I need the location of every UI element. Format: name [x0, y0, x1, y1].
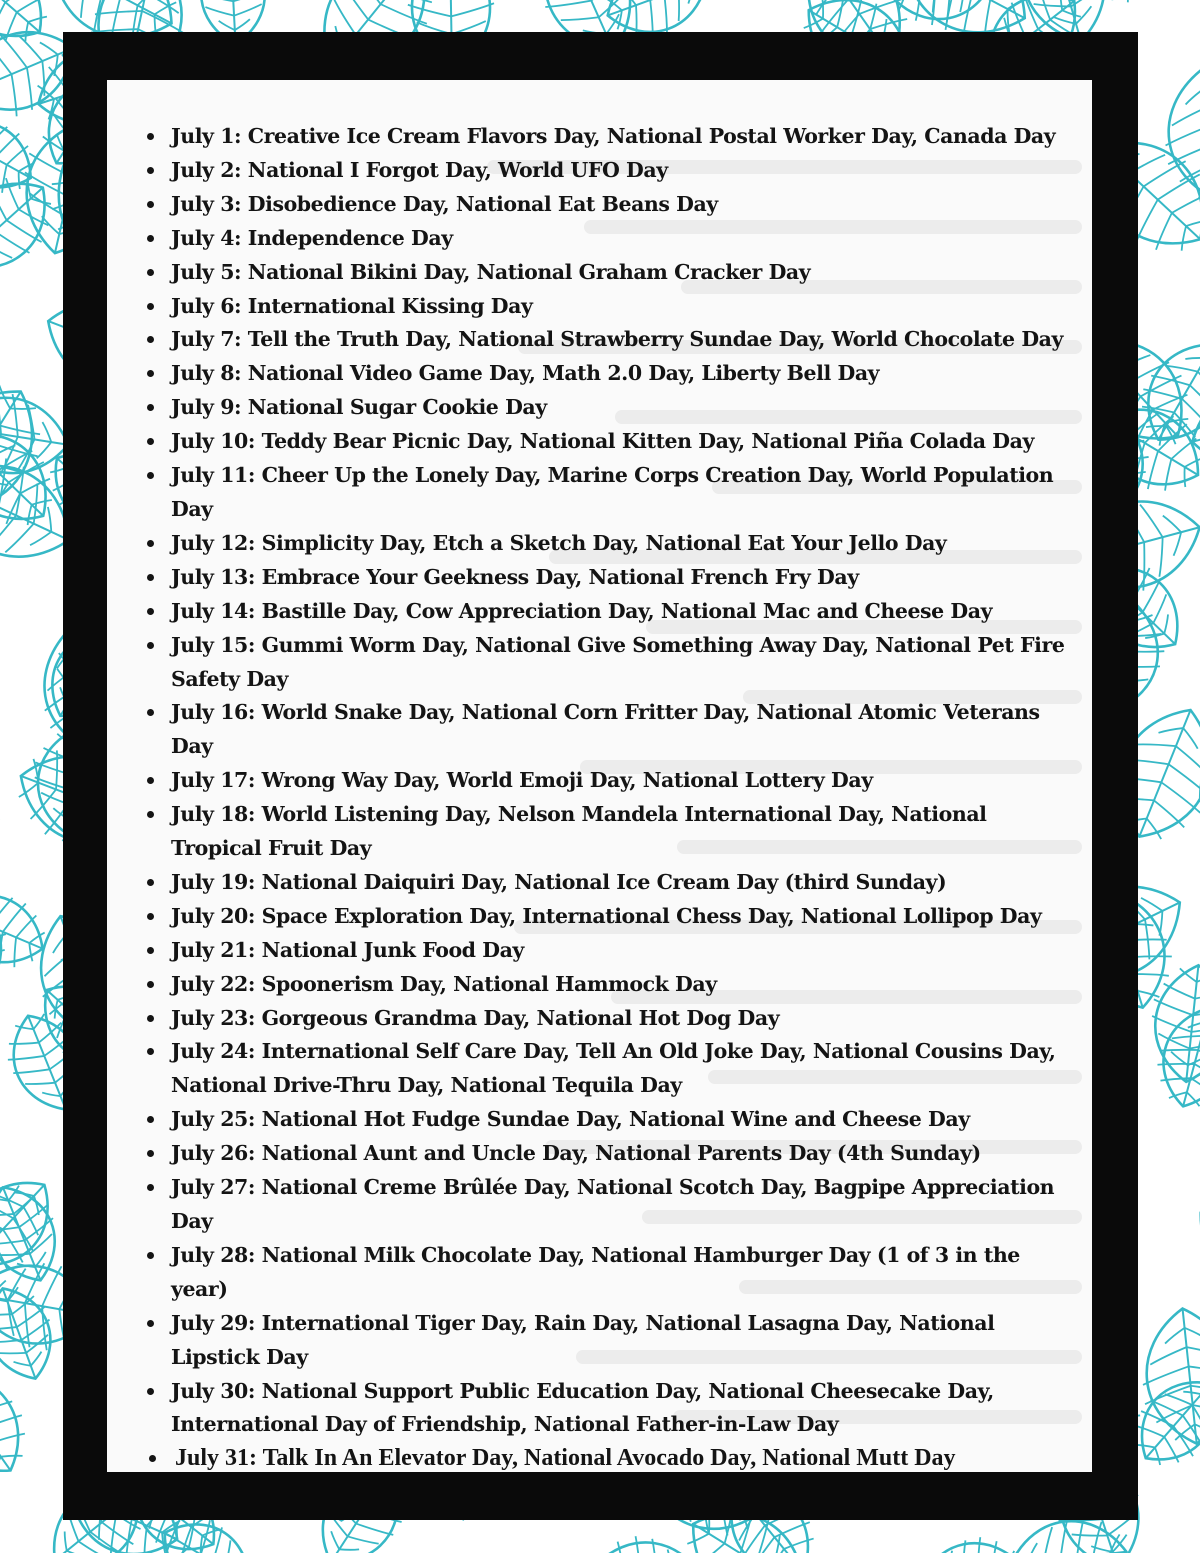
- list-item-july-24: July 24: International Self Care Day, Tell An Old Joke Day, National Cousins Day, National Drive-Thru Day, National Tequila Day: [171, 1035, 1081, 1103]
- leaf-shape: [1146, 961, 1200, 1086]
- leaf-shape: [0, 780, 13, 910]
- document-page: [107, 80, 1092, 1472]
- list-item-july-16: July 16: World Snake Day, National Corn Fritter Day, National Atomic Veterans Day: [171, 696, 1081, 764]
- list-item-july-7: July 7: Tell the Truth Day, National Strawberry Sundae Day, World Chocolate Day: [171, 323, 1081, 357]
- list-item-july-22: July 22: Spoonerism Day, National Hammock Day: [171, 968, 1081, 1002]
- leaf-shape: [1156, 63, 1200, 207]
- list-item-july-8: July 8: National Video Game Day, Math 2.0 Day, Liberty Bell Day: [171, 357, 1081, 391]
- july-holidays-list: [107, 120, 1081, 1472]
- leaf-shape: [383, 1543, 521, 1553]
- list-item-july-23: July 23: Gorgeous Grandma Day, National Hot Dog Day: [171, 1002, 1081, 1036]
- list-item-july-4: July 4: Independence Day: [171, 222, 1081, 256]
- list-item-july-25: July 25: National Hot Fudge Sundae Day, National Wine and Cheese Day: [171, 1103, 1081, 1137]
- list-item-july-14: July 14: Bastille Day, Cow Appreciation Day, National Mac and Cheese Day: [171, 595, 1081, 629]
- list-item-july-2: July 2: National I Forgot Day, World UFO Day: [171, 154, 1081, 188]
- list-item-july-9: July 9: National Sugar Cookie Day: [171, 391, 1081, 425]
- leaf-shape: [884, 0, 1002, 32]
- list-item-july-18: July 18: World Listening Day, Nelson Mandela International Day, National Tropical Fruit Day: [171, 798, 1081, 866]
- list-item-july-10: July 10: Teddy Bear Picnic Day, National Kitten Day, National Piña Colada Day: [171, 425, 1081, 459]
- list-item-july-30: July 30: National Support Public Education Day, National Cheesecake Day, International Day of Friendship, National Father-in-Law Day: [171, 1375, 1081, 1443]
- list-item-july-5: July 5: National Bikini Day, National Graham Cracker Day: [171, 256, 1081, 290]
- leaf-shape: [0, 735, 3, 868]
- list-item-july-6: July 6: International Kissing Day: [171, 290, 1081, 324]
- list-item-july-12: July 12: Simplicity Day, Etch a Sketch Day, National Eat Your Jello Day: [171, 527, 1081, 561]
- list-item-july-15: July 15: Gummi Worm Day, National Give Something Away Day, National Pet Fire Safety Day: [171, 629, 1081, 697]
- list-item-july-13: July 13: Embrace Your Geekness Day, National French Fry Day: [171, 561, 1081, 595]
- leaf-shape: [0, 877, 56, 981]
- leaf-shape: [0, 1350, 44, 1494]
- list-item-july-17: July 17: Wrong Way Day, World Emoji Day, National Lottery Day: [171, 764, 1081, 798]
- leaf-shape: [1076, 0, 1192, 12]
- list-item-july-26: July 26: National Aunt and Uncle Day, National Parents Day (4th Sunday): [171, 1137, 1081, 1171]
- leaf-shape: [1178, 701, 1200, 835]
- list-item-july-21: July 21: National Junk Food Day: [171, 934, 1081, 968]
- list-item-july-11: July 11: Cheer Up the Lonely Day, Marine Corps Creation Day, World Population Day: [171, 459, 1081, 527]
- list-item-july-3: July 3: Disobedience Day, National Eat Beans Day: [171, 188, 1081, 222]
- list-item-july-31: July 31: Talk In An Elevator Day, National Avocado Day, National Mutt Day: [171, 1442, 1081, 1472]
- list-item-july-29: July 29: International Tiger Day, Rain Day, National Lasagna Day, National Lipstick Day: [171, 1307, 1081, 1375]
- list-item-july-19: July 19: National Daiquiri Day, National Ice Cream Day (third Sunday): [171, 866, 1081, 900]
- list-item-july-20: July 20: Space Exploration Day, International Chess Day, National Lollipop Day: [171, 900, 1081, 934]
- leaf-shape: [911, 1530, 1030, 1553]
- list-item-july-28: July 28: National Milk Chocolate Day, National Hamburger Day (1 of 3 in the year): [171, 1239, 1081, 1307]
- leaf-shape: [1178, 1176, 1200, 1314]
- list-item-july-27: July 27: National Creme Brûlée Day, National Scotch Day, Bagpipe Appreciation Day: [171, 1171, 1081, 1239]
- leaf-shape: [527, 1538, 651, 1553]
- list-item-july-1: July 1: Creative Ice Cream Flavors Day, National Postal Worker Day, Canada Day: [171, 120, 1081, 154]
